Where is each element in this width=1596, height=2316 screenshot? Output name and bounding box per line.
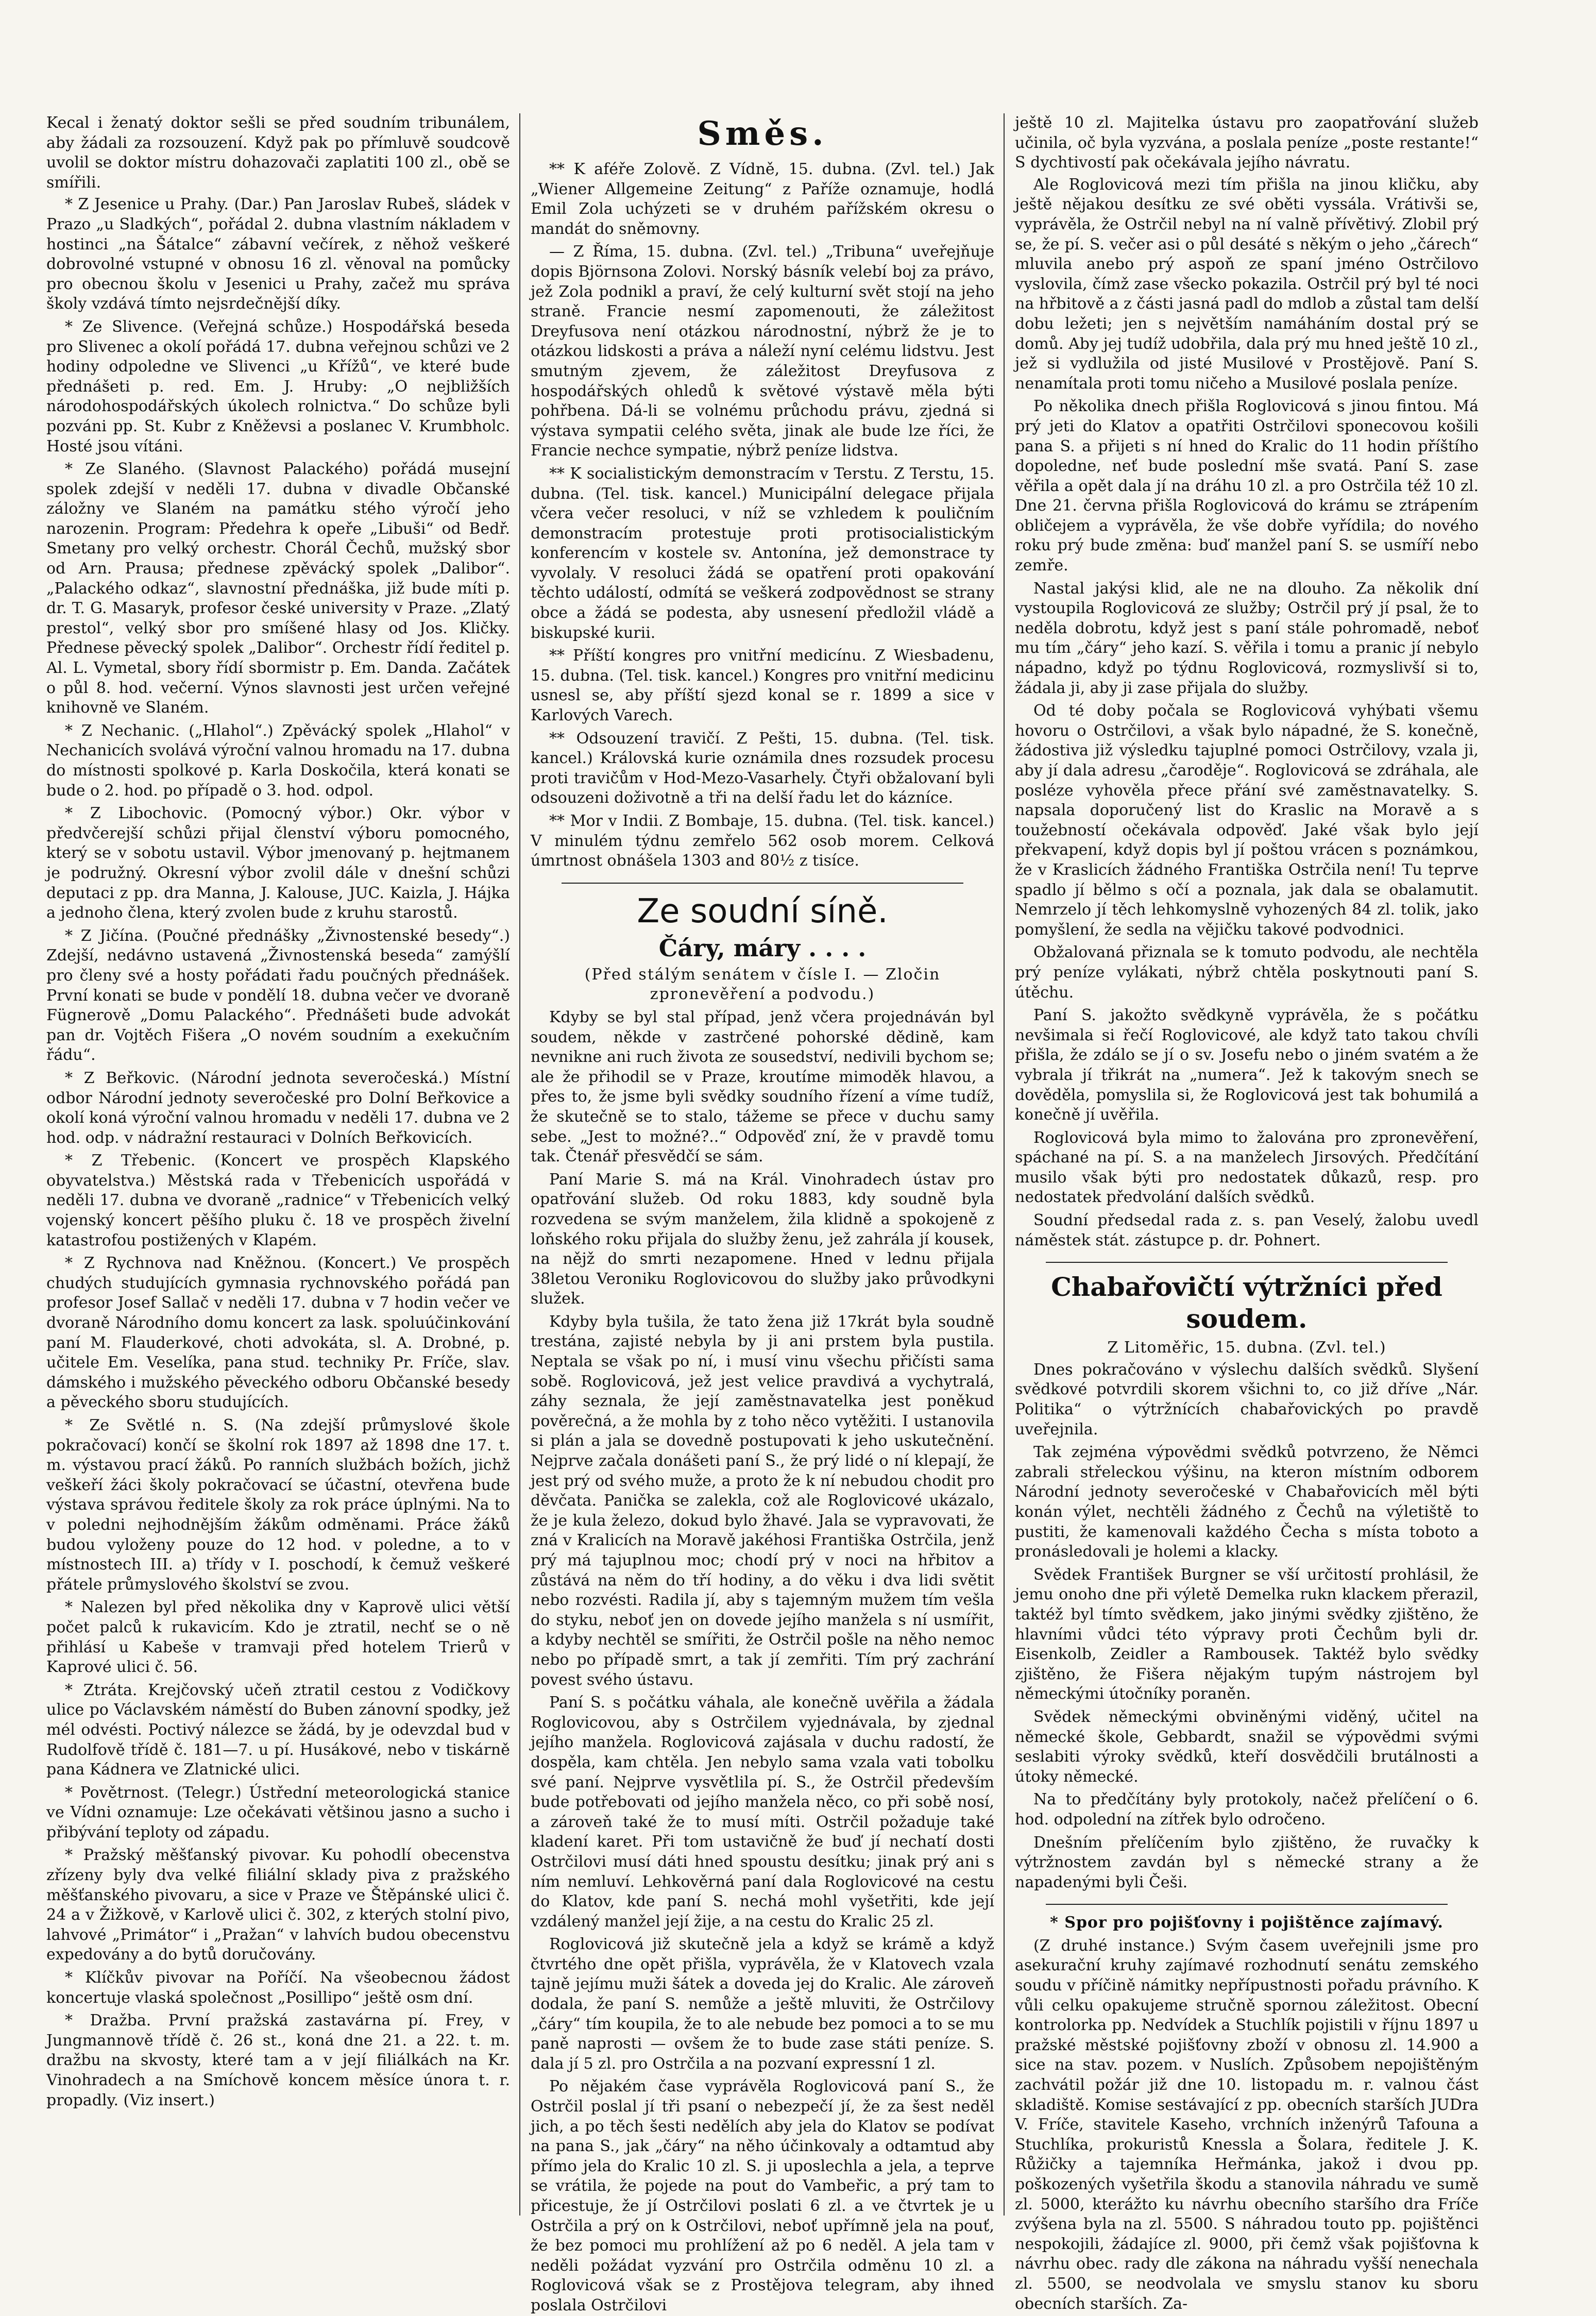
paragraph: ** Mor v Indii. Z Bombaje, 15. dubna. (Tel. tisk. kancel.) V minulém týdnu zemřelo 562 osob morem. Celková úmrtnost obnášela 1303 and 80½ z tisíce.: [531, 812, 994, 870]
paragraph: (Z druhé instance.) Svým časem uveřejnili jsme pro asekurační kruhy zajímavé rozhodnutí senátu zemského soudu v příčině námitky nepřípustnosti pořadu právního. K vůli celku opakujeme stručně spornou záležitost. Obecní kontrolorka pp. Nedvídek a Stuchlík pojistili v říjnu 1897 u pražské městské pojišťovny zboží v obnosu zl. 14.900 a sice na stav. pozem. v Nuslích. Způsobem nepojištěným zachvátil požár již dne 10. listopadu m. r. valnou část skladiště. Komise sestávající z pp. obecních starších JUDra V. Fríče, stavitele Kaseho, vrchních inženýrů Tafouna a Stuchlíka, prokuristů Knessla a Šolara, ředitele J. K. Růžičky a tajemníka Heřmánka, jakož i dvou pp. poškozených vyšetřila škodu a stanovila náhradu ve sumě zl. 5000, kterážto ku návrhu obecního staršího dra Fríče zvýšena byla na zl. 5500. S náhradou touto pp. pojištěnci nespokojili, žádajíce zl. 9000, při čemž však pojišťovna k návrhu obec. rady dle zákona na náhradu vyšší nenechala zl. 5500, se neodvolala ve smyslu stanov ku sboru obecních starších. Za-: [1015, 1936, 1479, 2313]
paragraph: * Pražský měšťanský pivovar. Ku pohodlí obecenstva zřízeny byly dva velké filiální sklady piva z pražského měšťanského pivovaru, a sice v Praze ve Štěpánské ulici č. 24 a v Žižkově, v Karlově ulici č. 302, z kterých stolní pivo, lahvové „Primátor“ i „Pražan“ v lahvích budou obecenstvu expedovány a do bytů doručovány.: [46, 1846, 510, 1964]
paragraph: * Nalezen byl před několika dny v Kaprově ulici větší počet palců k rukavicím. Kdo je ztratil, nechť se o ně přihlásí u Kabeše v tramvaji před hotelem Trierů v Kaprové ulici č. 56.: [46, 1598, 510, 1677]
section-divider: [1046, 1904, 1448, 1905]
paragraph: * Klíčkův pivovar na Poříčí. Na všeobecnou žádost koncertuje vlaská společnost „Posillipo“ ještě osm dní.: [46, 1969, 510, 2007]
paragraph: Soudní předsedal rada z. s. pan Veselý, žalobu uvedl náměstek stát. zástupce p. dr. Pohnert.: [1015, 1211, 1479, 1249]
paragraph: * Z Libochovic. (Pomocný výbor.) Okr. výbor v předvčerejší schůzi přijal členství výboru pomocného, který se v sobotu ustavil. Výbor jmenovaný p. hejtmanem je podružný. Okresní výbor zvolil dále v dnešní schůzi deputaci z pp. dra Manna, J. Kalouse, JUC. Kaizla, J. Hájka a jednoho člena, který zvolen bude z kruhu starostů.: [46, 804, 510, 922]
paragraph: Tak zejména výpovědmi svědků potvrzeno, že Němci zabrali střeleckou výšinu, na kteron místním odborem Národní jednoty severočeské v Chabařovicích měl býti konán výlet, nechtěli žádného z Čechů na výletiště to pustiti, že kamenovali každého Čecha s místa toboto a pronásledovali je holemi a klacky.: [1015, 1443, 1479, 1561]
column-rule: [1004, 113, 1005, 2216]
section-divider: [1046, 1262, 1448, 1263]
section-title-smes: Směs.: [697, 114, 828, 153]
section-title-soud: Ze soudní síně.: [637, 892, 888, 931]
paragraph: * Z Jesenice u Prahy. (Dar.) Pan Jaroslav Rubeš, sládek v Prazo „u Sladkých“, pořádal 2. dubna vlastním nákladem v hostinci „na Šátalce“ zábavní večírek, z něhož veškeré dobrovolné vstupné v obnosu 16 zl. věnoval na pomůcky pro obecnou školu v Jesenici u Prahy, začež mu správa školy vzdává tímto nejsrdečnější díky.: [46, 195, 510, 313]
column-rule: [519, 113, 520, 2216]
paragraph: * Povětrnost. (Telegr.) Ústřední meteorologická stanice ve Vídni oznamuje: Lze očekávati většinou jasno a sucho i přibývání teploty od západu.: [46, 1783, 510, 1841]
paragraph: * Dražba. První pražská zastavárna pí. Frey, v Jungmannově třídě č. 26 st., koná dne 21. a 22. t. m. dražbu na skvosty, které tam a v její filiálkách na Kr. Vinohradech a na Smíchově koncem měsíce února t. r. propadly. (Viz insert.): [46, 2011, 510, 2109]
chabarovice-article: [1015, 1360, 1479, 1892]
paragraph: * Z Beřkovic. (Národní jednota severočeská.) Místní odbor Národní jednoty severočeské pro Dolní Beřkovice a okolí koná výroční valnou hromadu v neděli 17. dubna ve 2 hod. odp. v nádražní restauraci v Dolních Beřkovicích.: [46, 1069, 510, 1147]
paragraph: Od té doby počala se Roglovicová vyhýbati všemu hovoru o Ostrčilovi, a však bylo nápadné, že S. konečně, žádostiva již výsledku tajuplné pomoci Ostrčilovy, vzala ji, aby jí dala adresu „čaroděje“. Roglovicová se zdráhala, ale posléze vyhověla přece přání své zaměstnavatelky. S. napsala doporučený list do Kraslic na Moravě a s toužebností očekávala odpověď. Jaké však bylo její překvapení, když dopis byl jí poštou vrácen s poznámkou, že v Kraslicích žádného Františka Ostrčila není! Tu teprve spadlo jí bělmo s očí a poznala, jak dala se obalamutit. Nemrzelo jí těch lehkomyslně vyhozených 84 zl. tolik, jako pomyšlení, že sedla na vějičku takové podvodnici.: [1015, 702, 1479, 939]
spor-article: [1015, 1936, 1479, 2314]
paragraph: Obžalovaná přiznala se k tomuto podvodu, ale nechtěla prý peníze vylákati, nýbrž chtěla poskytnouti paní S. útěchu.: [1015, 943, 1479, 1002]
paragraph: ještě 10 zl. Majitelka ústavu pro zaopatřování služeb učinila, oč byla vyzvána, a poslala peníze „poste restante!“ S dychtivostí pak očekávala jejího návratu.: [1015, 114, 1479, 172]
paragraph: Dnešním přelíčením bylo zjištěno, že ruvačky k výtržnostem zavdán byl s německé strany a že napadenými byli Češi.: [1015, 1833, 1479, 1891]
paragraph: ** K aféře Zolově. Z Vídně, 15. dubna. (Zvl. tel.) Jak „Wiener Allgemeine Zeitung“ z Paříže oznamuje, hodlá Emil Zola uchýzeti se v druhém pařížském okresu o mandát do sněmovny.: [531, 160, 994, 238]
paragraph: Nastal jakýsi klid, ale ne na dlouho. Za několik dní vystoupila Roglovicová ze služby; Ostrčil prý jí psal, že to neděla dobrotu, když jest s paní stále pohromadě, neboť mu tím „čáry“ jeho kazí. S. věřila i tomu a pranic jí nebylo nápadno, když po týdnu Roglovicová, rozmyslivší si to, žádala ji, aby ji zase přijala do služby.: [1015, 579, 1479, 697]
paragraph: * Z Rychnova nad Kněžnou. (Koncert.) Ve prospěch chudých studujících gymnasia rychnovského pořádá pan profesor Josef Sallač v neděli 17. dubna v 7 hodin večer ve dvoraně Národního domu koncert za lask. spoluúčinkování paní M. Flauderkové, choti advokáta, sl. A. Drobné, p. učitele Em. Veselíka, pana stud. techniky Pr. Fríče, slav. dámského i mužského pěveckého odboru Občanské besedy a pěveckého sboru studujících.: [46, 1254, 510, 1412]
paragraph: Dnes pokračováno v výslechu dalších svědků. Slyšení svědkové potvrdili skorem všichni to, co již dříve „Nár. Politika“ o výtržnících chabařovických po pravdě uveřejnila.: [1015, 1360, 1479, 1439]
paragraph: Svědek František Burgner se vší určitostí prohlásil, že jemu onoho dne při výletě Demelka rukn klackem přerazil, taktéž byl tímto svědkem, jako jinými svědky zjištěno, že hlavními vůdci této výpravy proti Čechům byli dr. Eisenkolb, Zeidler a Rambousek. Taktéž bylo svědky zjištěno, že Fišera nějakým tupým nástrojem byl německými útočníky poraněn.: [1015, 1565, 1479, 1703]
cary-mary-article: [531, 1008, 994, 2316]
column-left: [46, 113, 510, 2231]
article-title-chabarovice: Chabařovičtí výtržníci před soudem.: [1051, 1272, 1442, 1334]
paragraph: Po několika dnech přišla Roglovicová s jinou fintou. Má prý jeti do Klatov a opatřiti Ostrčilovi sponecovou košili pana S. a přijeti s ní hned do Kralic do 11 hodin příštího dopoledne, neť bude poslední mše svatá. Paní S. zase věřila a opět dala jí na dráhu 10 zl. a pro Ostrčila též 10 zl. Dne 21. června přišla Roglovicová do krámu se ztrápením obličejem a vyprávěla, že vše dobře vyřídila; do nového roku prý bude změna: buď manžel paní S. se usmíří nebo zemře.: [1015, 397, 1479, 575]
paragraph: Kdyby byla tušila, že tato žena již 17krát byla soudně trestána, zajisté nebyla by ji ani prstem byla pustila. Neptala se však po ní, i musí vinu všechu přičísti sama sobě. Roglovicová, jež jest velice pravdivá a vychytralá, záhy seznala, že její zaměstnavatelka jest poněkud pověrečná, a že mohla by z toho něco vytěžiti. I ustanovila si plán a jala se dovedně postupovati k jeho uskutečnění. Nejprve začala donášeti paní S., že prý lidé o ní klepají, že jest prý od svého muže, a proto že k ní nebudou chodit pro děvčata. Panička se zalekla, což ale Roglovicové ukázalo, že je kula železo, dokud bylo žhavé. Jala se vypravovati, že zná v Kralicích na Moravě jakéhosi Františka Ostrčila, jenž prý má tajuplnou moc; chodí prý v noci na hřbitov a zůstává na něm do tří hodiny, a do věku i dva lidi světit nebo rozvésti. Radila jí, aby s tajemným mužem tím vešla do styku, neboť jen on dovede jejího manžela s ní usmířit, a kdyby nechtěl se smířiti, že Ostrčil pošle na něho nemoc nebo po případě smrt, a tak jí zemřiti. Tím prý zachrání povest svého ústavu.: [531, 1312, 994, 1689]
paragraph: Po nějakém čase vyprávěla Roglovicová paní S., že Ostrčil poslal jí tři psaní o nebezpečí jí, že za šest neděl jich, a po těch šesti nedělích aby jela do Klatov se podívat na pana S., jak „čáry“ na něho účinkovaly a odtamtud aby přímo jela do Kralic 10 zl. S. ji uposlechla a jela, a teprve se vrátila, že pojede na pout do Vambeřic, a prý tam to přicestuje, že jí Ostrčilovi poslati 6 zl. a ve čtvrtek je u Ostrčila a prý on k Ostrčilovi, neboť upřímně jela na pouť, že bez pomoci mu prohlížení až po 6 neděl. A jela tam v neděli požádat vyzvání pro Ostrčila odměnu 10 zl. a Roglovicová však se z Prostějova telegram, aby ihned poslala Ostrčilovi: [531, 2077, 994, 2314]
column-right: [1015, 113, 1479, 2313]
paragraph: — Z Říma, 15. dubna. (Zvl. tel.) „Tribuna“ uveřejňuje dopis Björnsona Zolovi. Norský básník velebí boj za právo, jež Zola podnikl a praví, že celý kulturní svět stojí na jeho straně. Francie nesmí zapomenouti, že záležitost Dreyfusova není otázkou národnostní, nýbrž že je to otázkou lidskosti a práva a náleží nyní celému lidstvu. Jest smutným zjevem, že záležitost Dreyfusova z hospodářských ohledů k světové výstavě měla býti pohřbena. Dá-li se volnému průchodu právu, zjedná si výstava sympatii celého světa, jinak ale bude lze říci, že Francie nechce sympatie, nýbrž peníze lidstva.: [531, 243, 994, 460]
paragraph: ** K socialistickým demonstracím v Terstu. Z Terstu, 15. dubna. (Tel. tisk. kancel.) Municipální delegace přijala včera večer resoluci, v níž se vzhledem k pouličním demonstracím protestuje proti protisocialistickým konferencím v kostele sv. Antonína, jež demonstrace ty vyvolaly. V resoluci žádá se opatření proti opakování těchto událostí, odmítá se veškerá zodpovědnost se strany obce a žádá se podesta, aby usnesení předložil vládě a biskupské kurii.: [531, 464, 994, 642]
paragraph: * Ztráta. Krejčovský učeň ztratil cestou z Vodičkovy ulice po Václavském náměstí do Buben zánovní spodky, jež mél odvésti. Poctivý nálezce se žádá, by je odevzdal bud v Rudolfově třídě č. 181—7. u pí. Husákové, nebo v tiskárně pana Kádnera ve Zlatnické ulici.: [46, 1681, 510, 1779]
paragraph: Ale Roglovicová mezi tím přišla na jinou kličku, aby ještě nějakou desítku ze své oběti vyssála. Vrátivši se, vyprávěla, že Ostrčil nebyl na ní valně přívětivý. Zlobil prý se, že pí. S. večer asi o půl desáté s někým o jeho „čárech“ mluvila anebo prý aspoň ze spaní jméno Ostrčilovo vyslovila, čímž zase všecko pokazila. Ostrčil prý byl té noci na hřbitově a z části jasná padl do mdlob a zůstal tam delší dobu ležeti; jen s největším namáháním dostal prý se domů. Aby jej tudíž udobřila, dala prý mu hned ještě 10 zl., jež si vydlužila od jisté Musilové v Prostějově. Paní S. nenamítala proti tomu ničeho a Musilové poslala peníze.: [1015, 175, 1479, 393]
paragraph: Svědek německými obviněnými viděný, učitel na německé škole, Gebbardt, snažil se výpovědmi svými seslabiti výroky svědků, kteří dosvědčili brutálnosti a útoky německé.: [1015, 1708, 1479, 1786]
paragraph: Kdyby se byl stal případ, jenž včera projednáván byl soudem, někde v zastrčené pohorské dědině, kam nevnikne ani ruch života ze sousedství, nedivili bychom se; ale že přihodil se v Praze, kroutíme mimoděk hlavou, a přes to, že jsme byli svědky soudního řízení a víme tudíž, že skutečně se to stalo, tážeme se přece v duchu samy sebe. „Jest to možné?..“ Odpověď zní, že v pravdě tomu tak. Čtenář přesvědčí se sám.: [531, 1008, 994, 1166]
article-title-spor: * Spor pro pojišťovny i pojištěnce zajímavý.: [1050, 1914, 1444, 1932]
paragraph: ** Odsouzení travičí. Z Pešti, 15. dubna. (Tel. tisk. kancel.) Královská kurie oznámila dnes rozsudek procesu proti travičům v Hod-Mezo-Vasarhely. Čtyři obžalovaní byli odsouzeni doživotně a tři na delší řadu let do kázníce.: [531, 729, 994, 807]
paragraph: Paní S. s počátku váhala, ale konečně uvěřila a žádala Roglovicovou, aby s Ostrčilem vyjednávala, by zjednal jejího manžela. Roglovicová zajásala v duchu radostí, že dospěla, kam chtěla. Jen nebylo sama vzala vati tobolku své paní. Nejprve vysvětlila pí. S., že Ostrčil především bude potřebovati od jejího manžela něco, co při sobě nosí, a zároveň také že to musí míti. Ostrčil požaduje také kladení karet. Při tom ustavičně že buď jí nechatí dosti Ostrčilovi musí dáti hned spoustu desítku; jinak prý ani s ním nemluví. Lehkověrná paní dala Roglovicové na cestu do Klatov, kde paní S. nechá mohl vyšetřiti, kde její vzdálený manžel její žije, a na cestu do Kralic 25 zl.: [531, 1694, 994, 1931]
paragraph: Roglovicová byla mimo to žalována pro zpronevěření, spáchané na pí. S. a na manželech Jirsových. Předčítání musilo však býti pro nedostatek důkazů, resp. pro nedostatek předvolání dalších svědků.: [1015, 1128, 1479, 1207]
article-title-cary-mary: Čáry, máry . . . .: [658, 934, 867, 962]
paragraph: * Ze Světlé n. S. (Na zdejší průmyslové škole pokračovací) končí se školní rok 1897 až 1898 dne 17. t. m. výstavou prací žáků. Po ranních službách božích, jichž veškeří žáci školy pokračovací se účastní, otevřena bude výstava správou ředitele školy za rok práce úplnými. Na to v poledni nejhodnějším žákům odměnami. Práce žáků budou vyloženy pouze do 12 hod. v poledne, a to v místnostech III. a) třídy v I. poschodí, k čemuž veškeré přátele průmyslového školství se zvou.: [46, 1416, 510, 1594]
paragraph: Paní Marie S. má na Král. Vinohradech ústav pro opatřování služeb. Od roku 1883, kdy soudně byla rozvedena se svým manželem, žila klidně a spokojeně z loňského roku přijala do služby ženu, jež zahrála jí kousek, na nějž do smrti nezapomene. Hned v lednu přijala 38letou Veroniku Roglovicovou do služby jako průvodkyni služek.: [531, 1170, 994, 1308]
paragraph: Na to předčítány byly protokoly, načež přelíčení o 6. hod. odpolední na zítřek bylo odročeno.: [1015, 1790, 1479, 1829]
local-news: [46, 113, 510, 2110]
paragraph: Paní S. jakožto svědkyně vyprávěla, že s počátku nevšimala si řečí Roglovicové, ale když tato takou chvíli přišla, že zdálo se jí o sv. Josefu nebo o jiném svatém a že vybrala jí třikrát na „numera“. Jež k takovým snech se dověděla, pomyslila si, že Roglovicová jest tak bohumilá a konečně jí uvěřila.: [1015, 1006, 1479, 1124]
section-divider: [562, 883, 963, 884]
paragraph: * Z Třebenic. (Koncert ve prospěch Klapského obyvatelstva.) Městská rada v Třebenicích uspořádá v neděli 17. dubna ve dvoraně „radnice“ v Třebenicích velký vojenský koncert pěšího pluku č. 18 ve prospěch živelní katastrofou postižených v Klapém.: [46, 1152, 510, 1249]
paragraph: ** Příští kongres pro vnitřní medicínu. Z Wiesbadenu, 15. dubna. (Tel. tisk. kancel.) Kongres pro vnitřní medicinu usnesl se, aby příští sjezd konal se r. 1899 a sice v Karlových Varech.: [531, 647, 994, 725]
paragraph: * Ze Slivence. (Veřejná schůze.) Hospodářská beseda pro Slivenec a okolí pořádá 17. dubna veřejnou schůzi ve 2 hodiny odpoledne ve Slivenci „u Křížů“, ve které bude přednášeti p. red. Em. J. Hruby: „O nejbližších národohospodářských úkolech rolnictva.“ Do schůze byli pozváni pp. St. Kubr z Kněževsi a poslanec V. Krumbholc. Hosté jsou vítáni.: [46, 317, 510, 455]
dateline: Z Litoměřic, 15. dubna. (Zvl. tel.): [1107, 1339, 1386, 1357]
column-middle: [531, 113, 994, 2314]
paragraph: * Z Jičína. (Poučné přednášky „Živnostenské besedy“.) Zdejší, nedávno ustavená „Živnostenská beseda“ zamýšlí pro členy své a hosty pořádati řadu poučných přednášek. První konati se bude v pondělí 18. dubna večer ve dvoraně Fügnerově „Domu Palackého“. Přednášeti bude advokát pan dr. Vojtěch Fišera „O novém soudním a exekučním řádu“.: [46, 926, 510, 1064]
article-subtitle: (Před stálým senátem v čísle I. — Zločin zpronevěření a podvodu.): [584, 965, 941, 1004]
smes-news: [531, 160, 994, 871]
paragraph: Roglovicová již skutečně jela a když se krámě a když čtvrtého dne opět přišla, vyprávěla, že v Klatovech vzala tajně jejímu muži šátek a doveda jej do Kralic. Ale zároveň dodala, že paní S. nemůže a ještě mluviti, že Ostrčilovy „čáry“ tím koupila, že to ale nebude bez pomoci a to se mu paně naprosti — ovšem že to bude zase státi peníze. S. dala jí 5 zl. pro Ostrčila a na pozvaní expressní 1 zl.: [531, 1935, 994, 2073]
paragraph: * Z Nechanic. („Hlahol“.) Zpěvácký spolek „Hlahol“ v Nechanicích svolává výroční valnou hromadu na 17. dubna do místnosti spolkové p. Karla Doskočila, která konati se bude o 2. hod. po případě o 3. hod. odpol.: [46, 721, 510, 800]
paragraph: Kecal i ženatý doktor sešli se před soudním tribunálem, aby žádali za rozsouzení. Když pak po přímluvě soudcově uvolil se doktor místru dohazovači zaplatiti 100 zl., obě se smířili.: [46, 114, 510, 192]
paragraph: * Ze Slaného. (Slavnost Palackého) pořádá musejní spolek zdejší v neděli 17. dubna v divadle Občanské záložny ve Slaném na památku stého výročí jeho narozenin. Program: Předehra k opeře „Libuši“ od Bedř. Smetany pro velký orchestr. Chorál Čechů, mužský sbor od Arn. Prausa; přednese zpěvácký spolek „Dalibor“. „Palackého odkaz“, slavnostní přednáška, již bude míti p. dr. T. G. Masaryk, profesor české university v Praze. „Zlatý prestol“, velký sbor pro smíšené hlasy od Jos. Kličky. Přednese pěvecký spolek „Dalibor“. Orchestr řídí ředitel p. Al. L. Vymetal, sbory řídí sbormistr p. Em. Danda. Začátek o půl 8. hod. večerní. Výnos slavnosti jest určen veřejné knihovně ve Slaném.: [46, 460, 510, 717]
cary-mary-continued: [1015, 113, 1479, 1250]
